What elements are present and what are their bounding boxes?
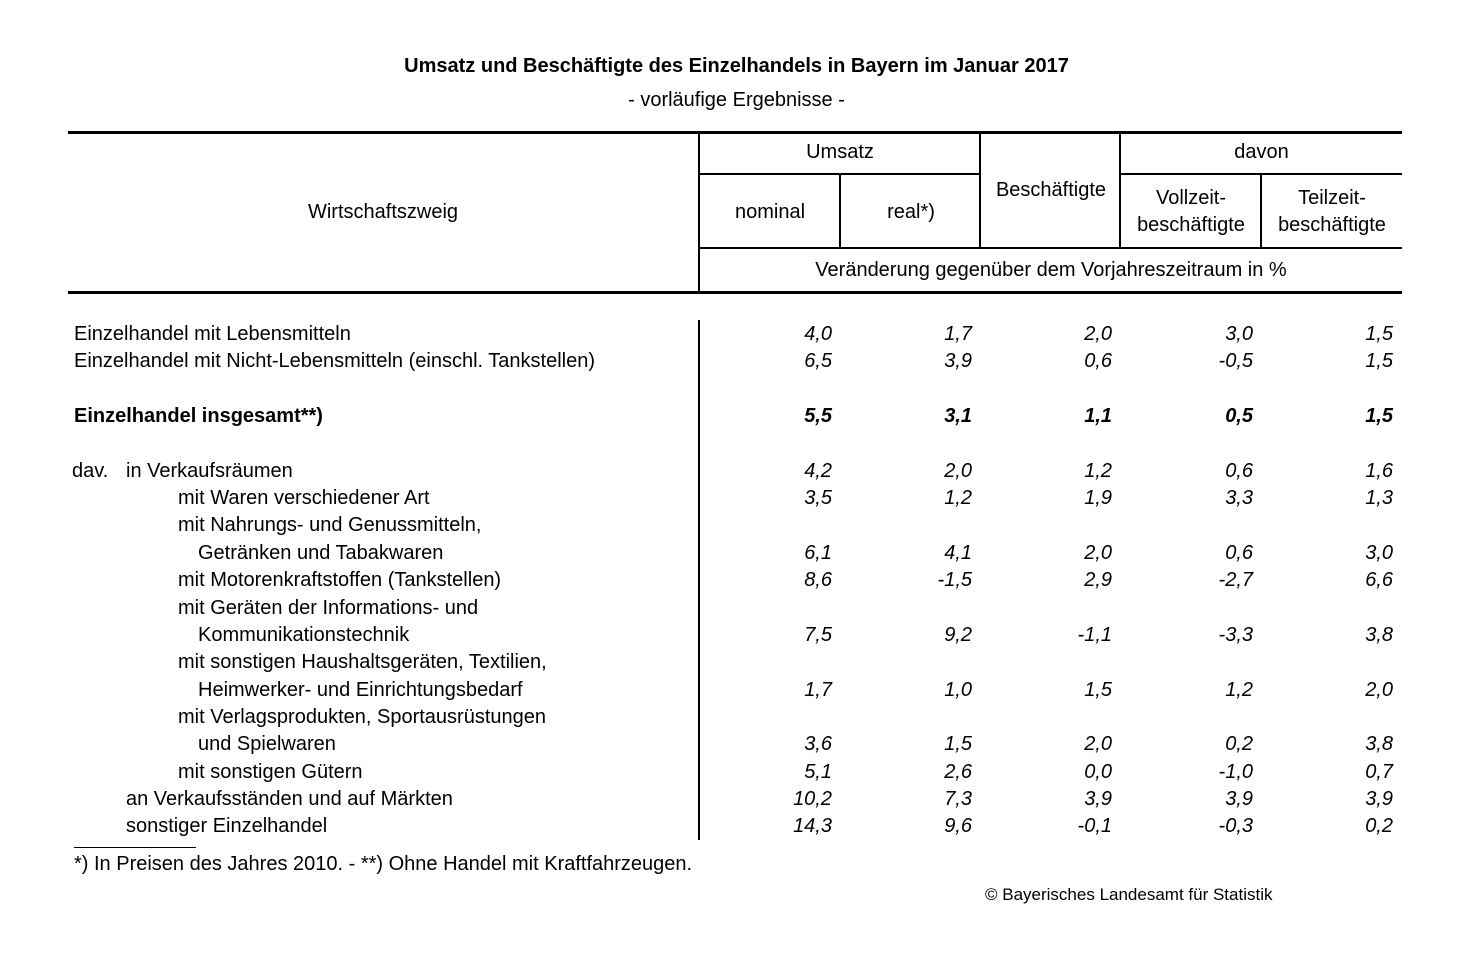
col-header-teilzeit-1: Teilzeit- xyxy=(1298,187,1366,209)
cell-teilzeit: 1,3 xyxy=(1365,487,1393,509)
cell-nominal: 8,6 xyxy=(804,569,832,591)
cell-beschaeftigte: 2,9 xyxy=(1084,569,1112,591)
col-header-teilzeit-2: beschäftigte xyxy=(1278,214,1386,236)
cell-real: 2,0 xyxy=(944,460,972,482)
cell-real: 3,9 xyxy=(944,350,972,372)
col-header-vollzeit-2: beschäftigte xyxy=(1137,214,1245,236)
row-label: mit Waren verschiedener Art xyxy=(178,487,430,509)
cell-teilzeit: 6,6 xyxy=(1365,569,1393,591)
cell-beschaeftigte: 1,2 xyxy=(1084,460,1112,482)
cell-real: 3,1 xyxy=(944,405,972,427)
header-bottom-rule xyxy=(68,291,1402,294)
row-label: mit Verlagsprodukten, Sportausrüstungen xyxy=(178,706,546,728)
cell-real: 1,7 xyxy=(944,323,972,345)
cell-teilzeit: 1,6 xyxy=(1365,460,1393,482)
cell-real: 7,3 xyxy=(944,788,972,810)
cell-beschaeftigte: 2,0 xyxy=(1084,733,1112,755)
cell-nominal: 1,7 xyxy=(804,679,832,701)
col-header-beschaeftigte: Beschäftigte xyxy=(995,179,1107,201)
cell-nominal: 7,5 xyxy=(804,624,832,646)
row-label: mit Nahrungs- und Genussmitteln, xyxy=(178,514,482,536)
cell-real: 9,6 xyxy=(944,815,972,837)
cell-real: 1,2 xyxy=(944,487,972,509)
cell-teilzeit: 3,8 xyxy=(1365,624,1393,646)
cell-vollzeit: 0,5 xyxy=(1225,405,1253,427)
cell-vollzeit: 1,2 xyxy=(1225,679,1253,701)
table-top-rule xyxy=(68,131,1402,134)
cell-real: 2,6 xyxy=(944,761,972,783)
cell-teilzeit: 1,5 xyxy=(1365,405,1393,427)
cell-vollzeit: -0,3 xyxy=(1218,815,1253,837)
cell-vollzeit: 0,2 xyxy=(1225,733,1253,755)
cell-vollzeit: -3,3 xyxy=(1218,624,1253,646)
cell-teilzeit: 2,0 xyxy=(1365,679,1393,701)
col-header-davon: davon xyxy=(1234,141,1289,163)
cell-beschaeftigte: 0,0 xyxy=(1084,761,1112,783)
page-subtitle: - vorläufige Ergebnisse - xyxy=(628,89,845,111)
cell-teilzeit: 1,5 xyxy=(1365,350,1393,372)
cell-beschaeftigte: 2,0 xyxy=(1084,323,1112,345)
cell-teilzeit: 1,5 xyxy=(1365,323,1393,345)
row-label: an Verkaufsständen und auf Märkten xyxy=(126,788,453,810)
cell-vollzeit: 3,9 xyxy=(1225,788,1253,810)
body-divider xyxy=(698,320,700,840)
subheader-rule xyxy=(699,247,1402,249)
copyright-notice: © Bayerisches Landesamt für Statistik xyxy=(985,885,1273,904)
cell-real: 9,2 xyxy=(944,624,972,646)
row-label: mit Motorenkraftstoffen (Tankstellen) xyxy=(178,569,502,591)
cell-beschaeftigte: -0,1 xyxy=(1077,815,1112,837)
col-header-veraenderung: Veränderung gegenüber dem Vorjahreszeitraum in % xyxy=(815,259,1287,281)
col-header-umsatz: Umsatz xyxy=(806,141,874,163)
cell-nominal: 6,5 xyxy=(804,350,832,372)
cell-beschaeftigte: 0,6 xyxy=(1084,350,1112,372)
row-label: Einzelhandel mit Nicht-Lebensmitteln (einschl. Tankstellen) xyxy=(74,350,595,372)
cell-teilzeit: 0,7 xyxy=(1365,761,1393,783)
row-label: sonstiger Einzelhandel xyxy=(126,815,328,837)
cell-nominal: 14,3 xyxy=(793,815,832,837)
cell-vollzeit: -2,7 xyxy=(1218,569,1253,591)
page-title: Umsatz und Beschäftigte des Einzelhandels in Bayern im Januar 2017 xyxy=(404,55,1069,77)
footnote: *) In Preisen des Jahres 2010. - **) Ohne Handel mit Kraftfahrzeugen. xyxy=(74,853,693,875)
cell-real: 1,0 xyxy=(944,679,972,701)
row-label: mit sonstigen Haushaltsgeräten, Textilien, xyxy=(178,651,547,673)
row-label: Einzelhandel mit Lebensmitteln xyxy=(74,323,351,345)
cell-real: -1,5 xyxy=(937,569,972,591)
cell-nominal: 10,2 xyxy=(793,788,832,810)
cell-vollzeit: -0,5 xyxy=(1218,350,1253,372)
row-label: mit sonstigen Gütern xyxy=(178,761,363,783)
col-header-vollzeit-1: Vollzeit- xyxy=(1155,187,1227,209)
col-header-real: real*) xyxy=(887,201,935,223)
cell-vollzeit: 0,6 xyxy=(1225,460,1253,482)
cell-teilzeit: 3,9 xyxy=(1365,788,1393,810)
row-label-continued: Heimwerker- und Einrichtungsbedarf xyxy=(198,679,523,701)
cell-nominal: 5,5 xyxy=(804,405,832,427)
cell-nominal: 4,0 xyxy=(804,323,832,345)
cell-beschaeftigte: 1,5 xyxy=(1084,679,1112,701)
row-label: mit Geräten der Informations- und xyxy=(178,597,479,619)
cell-beschaeftigte: -1,1 xyxy=(1077,624,1112,646)
row-label: in Verkaufsräumen xyxy=(126,460,293,482)
cell-beschaeftigte: 1,1 xyxy=(1084,405,1112,427)
cell-beschaeftigte: 3,9 xyxy=(1084,788,1112,810)
cell-nominal: 3,5 xyxy=(804,487,832,509)
cell-real: 4,1 xyxy=(944,542,972,564)
row-label-continued: und Spielwaren xyxy=(198,733,336,755)
cell-beschaeftigte: 1,9 xyxy=(1084,487,1112,509)
cell-teilzeit: 0,2 xyxy=(1365,815,1393,837)
cell-vollzeit: -1,0 xyxy=(1218,761,1253,783)
row-label-total: Einzelhandel insgesamt**) xyxy=(74,405,323,427)
col-header-wirtschaftszweig: Wirtschaftszweig xyxy=(307,201,459,223)
row-label-continued: Kommunikationstechnik xyxy=(198,624,410,646)
cell-vollzeit: 3,3 xyxy=(1225,487,1253,509)
cell-teilzeit: 3,8 xyxy=(1365,733,1393,755)
cell-nominal: 6,1 xyxy=(804,542,832,564)
cell-beschaeftigte: 2,0 xyxy=(1084,542,1112,564)
cell-vollzeit: 3,0 xyxy=(1225,323,1253,345)
cell-nominal: 3,6 xyxy=(804,733,832,755)
row-prefix: dav. xyxy=(72,460,109,482)
col-header-nominal: nominal xyxy=(734,201,806,223)
row-label-continued: Getränken und Tabakwaren xyxy=(198,542,444,564)
footnote-separator xyxy=(74,847,196,848)
cell-nominal: 5,1 xyxy=(804,761,832,783)
cell-real: 1,5 xyxy=(944,733,972,755)
cell-teilzeit: 3,0 xyxy=(1365,542,1393,564)
cell-vollzeit: 0,6 xyxy=(1225,542,1253,564)
cell-nominal: 4,2 xyxy=(804,460,832,482)
